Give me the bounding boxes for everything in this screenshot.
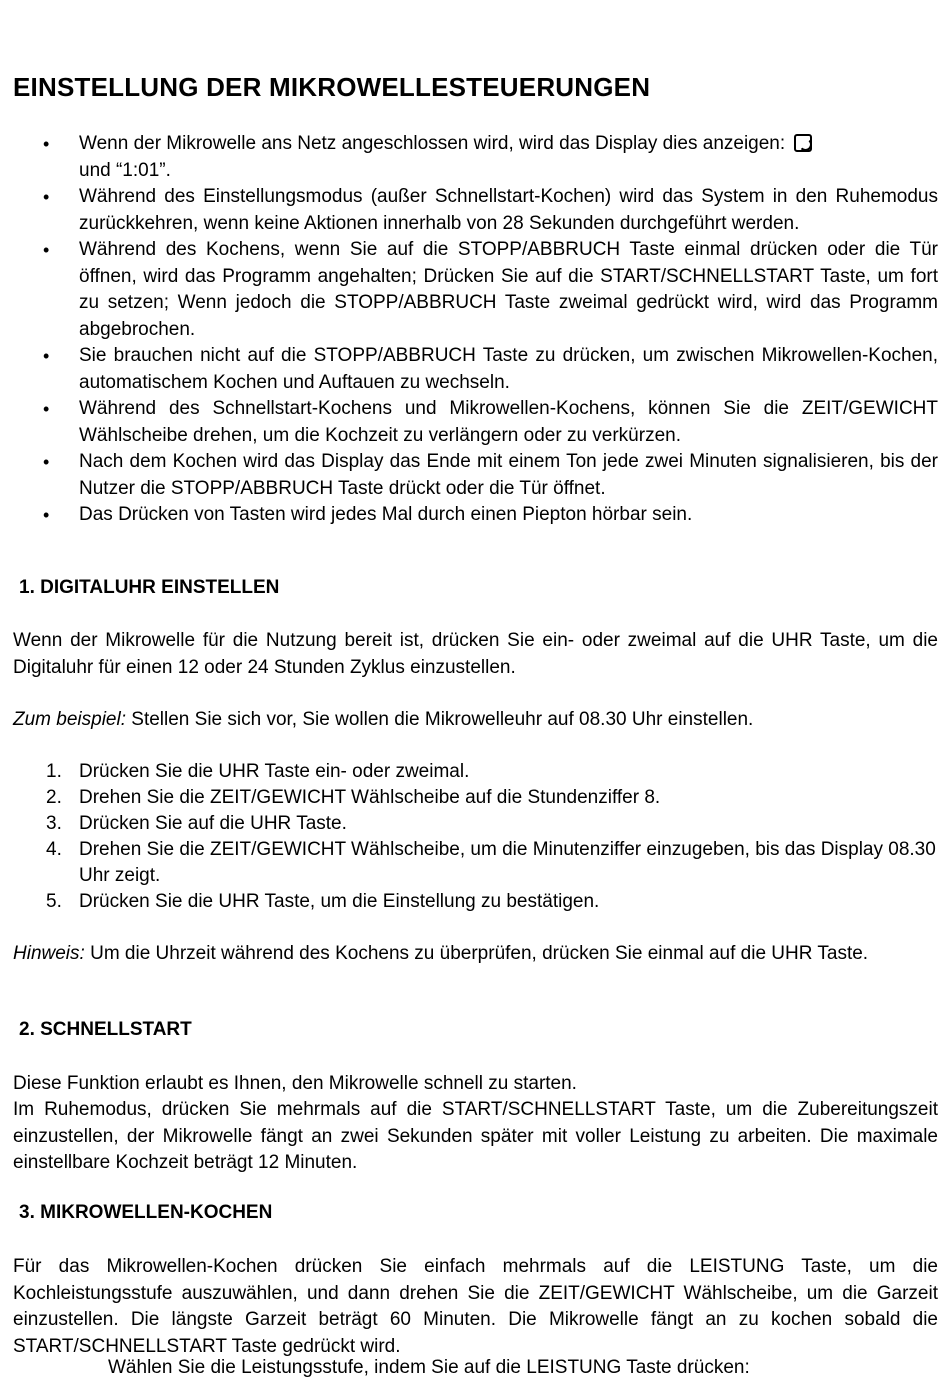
bullet-list xyxy=(13,131,938,529)
bullet-text: Während des Einstellungsmodus (außer Schnellstart-Kochen) wird das System in den Ruhemodus zurückkehren, wenn keine Aktionen innerhalb von 28 Sekunden durchgeführt werden. xyxy=(79,186,938,234)
bullet-text: Sie brauchen nicht auf die STOPP/ABBRUCH Taste zu drücken, um zwischen Mikrowellen-Kochen, automatischem Kochen und Auftauen zu wechseln. xyxy=(79,345,938,393)
step-item xyxy=(13,889,938,915)
step-item xyxy=(13,759,938,785)
bullet-item xyxy=(13,449,938,502)
example-label: Zum beispiel: xyxy=(13,709,126,730)
section-heading-digitaluhr: 1. DIGITALUHR EINSTELLEN xyxy=(19,577,280,598)
bullet-dot-icon: • xyxy=(43,240,50,260)
bullet-text: Nach dem Kochen wird das Display das Ende mit einem Ton jede zwei Minuten signalisieren, bis der Nutzer die STOPP/ABBRUCH Taste drückt oder die Tür öffnet. xyxy=(79,451,938,499)
step-text: Drücken Sie die UHR Taste ein- oder zweimal. xyxy=(79,761,470,782)
step-number: 4. xyxy=(46,839,62,860)
bullet-text: Während des Kochens, wenn Sie auf die STOPP/ABBRUCH Taste einmal drücken oder die Tür öffnen, wird das Programm angehalten; Drücken Sie auf die START/SCHNELLSTART Taste, um fort zu setzen; Wenn jedoch die STOPP/ABBRUCH Taste zweimal gedrückt wird, wird das Programm abgebrochen. xyxy=(79,239,938,340)
section-heading-mikrowellen-kochen: 3. MIKROWELLEN-KOCHEN xyxy=(19,1202,273,1223)
bullet-text: Das Drücken von Tasten wird jedes Mal durch einen Piepton hörbar sein. xyxy=(79,504,693,525)
bullet-item xyxy=(13,237,938,343)
step-number: 3. xyxy=(46,813,62,834)
bullet-dot-icon: • xyxy=(43,187,50,207)
example-text: Stellen Sie sich vor, Sie wollen die Mikrowelleuhr auf 08.30 Uhr einstellen. xyxy=(126,709,754,730)
steps-list xyxy=(13,759,938,915)
step-number: 2. xyxy=(46,787,62,808)
section-heading-schnellstart: 2. SCHNELLSTART xyxy=(19,1019,192,1040)
bullet-item xyxy=(13,502,938,529)
step-item xyxy=(13,811,938,837)
note-paragraph xyxy=(13,941,938,968)
section3-text: Für das Mikrowellen-Kochen drücken Sie einfach mehrmals auf die LEISTUNG Taste, um die Kochleistungsstufe auszuwählen, und dann drehen Sie die ZEIT/GEWICHT Wählscheibe, um die Garzeit einzustellen. Die längste Garzeit beträgt 60 Minuten. Die Mikrowelle fängt an zu kochen sobald die START/SCHNELLSTART Taste gedrückt wird. xyxy=(13,1256,938,1357)
bullet-item xyxy=(13,396,938,449)
step-number: 5. xyxy=(46,891,62,912)
section2-line1: Diese Funktion erlaubt es Ihnen, den Mikrowelle schnell zu starten. xyxy=(13,1073,577,1094)
step-text: Drücken Sie auf die UHR Taste. xyxy=(79,813,347,834)
note-text: Um die Uhrzeit während des Kochens zu überprüfen, drücken Sie einmal auf die UHR Taste. xyxy=(84,943,869,964)
section2-line2: Im Ruhemodus, drücken Sie mehrmals auf die START/SCHNELLSTART Taste, um die Zubereitungszeit einzustellen, der Mikrowelle fängt an zwei Sekunden später mit voller Leistung zu arbeiten. Die maximale einstellbare Kochzeit beträgt 12 Minuten. xyxy=(13,1099,938,1173)
bullet-dot-icon: • xyxy=(43,134,50,154)
step-text: Drehen Sie die ZEIT/GEWICHT Wählscheibe auf die Stundenziffer 8. xyxy=(79,787,661,808)
step-text: Drehen Sie die ZEIT/GEWICHT Wählscheibe, um die Minutenziffer einzugeben, bis das Display 08.30 Uhr zeigt. xyxy=(79,839,936,886)
bullet-item xyxy=(13,343,938,396)
bullet-text-before: Wenn der Mikrowelle ans Netz angeschlossen wird, wird das Display dies anzeigen: xyxy=(79,133,786,154)
example-paragraph xyxy=(13,707,938,734)
section3-last-line: Wählen Sie die Leistungsstufe, indem Sie auf die LEISTUNG Taste drücken: xyxy=(108,1357,750,1378)
bullet-dot-icon: • xyxy=(43,452,50,472)
page-title: EINSTELLUNG DER MIKROWELLESTEUERUNGEN xyxy=(13,72,651,102)
clock-icon xyxy=(794,134,812,152)
bullet-text: Während des Schnellstart-Kochens und Mikrowellen-Kochens, können Sie die ZEIT/GEWICHT Wählscheibe drehen, um die Kochzeit zu verlängern oder zu verkürzen. xyxy=(79,398,938,446)
bullet-item xyxy=(13,131,938,184)
step-item xyxy=(13,837,938,889)
bullet-item xyxy=(13,184,938,237)
bullet-dot-icon: • xyxy=(43,399,50,419)
bullet-dot-icon: • xyxy=(43,346,50,366)
step-text: Drücken Sie die UHR Taste, um die Einstellung zu bestätigen. xyxy=(79,891,600,912)
note-label: Hinweis: xyxy=(13,943,85,964)
step-item xyxy=(13,785,938,811)
step-number: 1. xyxy=(46,761,62,782)
bullet-text-after: und “1:01”. xyxy=(79,159,171,181)
bullet-dot-icon: • xyxy=(43,505,50,525)
section1-intro: Wenn der Mikrowelle für die Nutzung bereit ist, drücken Sie ein- oder zweimal auf die UHR Taste, um die Digitaluhr für einen 12 oder 24 Stunden Zyklus einzustellen. xyxy=(13,630,938,678)
